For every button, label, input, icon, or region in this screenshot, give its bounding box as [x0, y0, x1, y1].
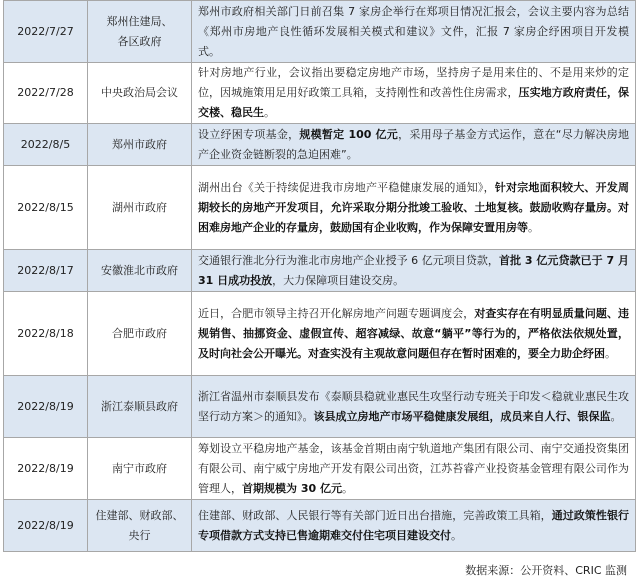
content-text: 湖州出台《关于持续促进我市房地产平稳健康发展的通知》，: [198, 180, 495, 194]
table-row: [4, 292, 636, 376]
content-text: 设立纾困专项基金，: [198, 127, 300, 141]
table-row: [4, 63, 636, 124]
org-line: 央行: [128, 528, 151, 542]
content-cell: [192, 376, 636, 438]
org-line: 南宁市政府: [112, 461, 167, 475]
policy-table: [3, 0, 636, 552]
org-line: 住建部、财政部、: [95, 508, 184, 522]
table-row: [4, 376, 636, 438]
date-cell: 2022/8/19: [4, 376, 88, 438]
highlight-text: 对查实存在有明显质量问题、违规销售、抽挪资金、虚假宣传、超容减绿、故意“躺平”等行为的，严格依法依规处置，及时向社会公开曝光。对查实没有主观故意问题但存在暂时困难的，要全力助企纾困: [198, 306, 630, 360]
source-note: 数据来源：公开资料、CRIC 监测: [465, 564, 627, 577]
content-cell: [192, 500, 636, 552]
date-cell: 2022/7/27: [4, 1, 88, 63]
content-text: 住建部、财政部、人民银行等有关部门近日出台措施，完善政策工具箱，: [198, 508, 552, 522]
org-line: 浙江泰顺县政府: [101, 399, 178, 413]
date-cell: 2022/8/15: [4, 166, 88, 250]
org-line: 各区政府: [117, 34, 162, 48]
content-cell: [192, 438, 636, 500]
content-text: 郑州市政府相关部门日前召集 7 家房企举行在郑项目情况汇报会，会议主要内容为总结《郑州市房地产良性循环发展相关模式和建议》文件，汇报 7 家房企纾困项目开发模式。: [198, 4, 629, 58]
highlight-text: 规模暂定 100 亿元: [299, 127, 399, 141]
org-cell: [88, 292, 192, 376]
highlight-text: 压实地方政府责任，保交楼、稳民生: [198, 86, 630, 119]
content-text: 交通银行淮北分行为淮北市房地产企业授予 6 亿元项目贷款，: [198, 253, 499, 267]
content-cell: [192, 250, 636, 292]
content-cell: [192, 124, 636, 166]
content-text: 近日，合肥市领导主持召开化解房地产问题专题调度会，: [198, 306, 475, 320]
table-row: [4, 124, 636, 166]
table-row: [4, 500, 636, 552]
org-cell: [88, 500, 192, 552]
date-cell: 2022/8/19: [4, 500, 88, 552]
content-text: 筹划设立平稳房地产基金，该基金首期由南宁轨道地产集团有限公司、南宁交通投资集团有限公司、南宁威宁房地产开发有限公司出资，江苏苔睿产业投资基金管理有限公司作为管理人，: [198, 441, 629, 495]
content-text: 针对房地产行业，会议指出要稳定房地产市场，坚持房子是用来住的、不是用来炒的定位，因城施策用足用好政策工具箱，支持刚性和改善性住房需求，: [198, 66, 629, 99]
org-cell: [88, 124, 192, 166]
content-text: 。: [264, 106, 275, 119]
content-text: 。: [605, 346, 616, 360]
content-text: 。: [528, 220, 539, 234]
table-row: [4, 250, 636, 292]
table-row: [4, 1, 636, 63]
table-row: [4, 166, 636, 250]
content-cell: [192, 292, 636, 376]
org-line: 中央政治局会议: [101, 86, 178, 99]
highlight-text: 通过政策性银行专项借款方式支持已售逾期难交付住宅项目建设交付: [198, 508, 630, 542]
org-line: 郑州市政府: [112, 137, 167, 151]
highlight-text: 首批 3 亿元贷款已于 7 月 31 日成功投放: [198, 253, 629, 287]
org-cell: [88, 1, 192, 63]
org-line: 湖州市政府: [112, 200, 167, 214]
content-cell: [192, 166, 636, 250]
highlight-text: 针对宗地面积较大、开发周期较长的房地产开发项目，允许采取分期分批竣工验收、土地复核。鼓励收购存量房。对困难房地产企业的存量房，鼓励国有企业收购，作为保障安置用房等: [198, 180, 629, 234]
date-cell: 2022/7/28: [4, 63, 88, 124]
org-line: 安徽淮北市政府: [101, 263, 178, 277]
content-text: ，采用母子基金方式运作，意在“尽力解决房地产企业资金链断裂的急迫困难”。: [198, 127, 630, 161]
content-text: ，大力保障项目建设交房。: [272, 273, 405, 287]
content-text: 。: [610, 409, 622, 423]
date-cell: 2022/8/5: [4, 124, 88, 166]
highlight-text: 首期规模为 30 亿元: [242, 481, 342, 495]
policy-table-body: [4, 1, 636, 552]
org-cell: [88, 376, 192, 438]
content-cell: [192, 63, 636, 124]
content-cell: [192, 1, 636, 63]
content-text: 。: [451, 528, 462, 542]
org-cell: [88, 250, 192, 292]
content-text: 。: [341, 481, 353, 495]
org-line: 郑州住建局、: [106, 14, 173, 28]
date-cell: 2022/8/18: [4, 292, 88, 376]
date-cell: 2022/8/19: [4, 438, 88, 500]
date-cell: 2022/8/17: [4, 250, 88, 292]
org-line: 合肥市政府: [112, 326, 167, 340]
org-cell: [88, 438, 192, 500]
org-cell: [88, 166, 192, 250]
highlight-text: 该县成立房地产市场平稳健康发展组，成员来自人行、银保监: [313, 409, 611, 423]
content-text: 浙江省温州市泰顺县发布《泰顺县稳就业惠民生攻坚行动专班关于印发＜稳就业惠民生攻坚行动方案＞的通知》。: [198, 389, 629, 423]
table-row: [4, 438, 636, 500]
org-cell: [88, 63, 192, 124]
